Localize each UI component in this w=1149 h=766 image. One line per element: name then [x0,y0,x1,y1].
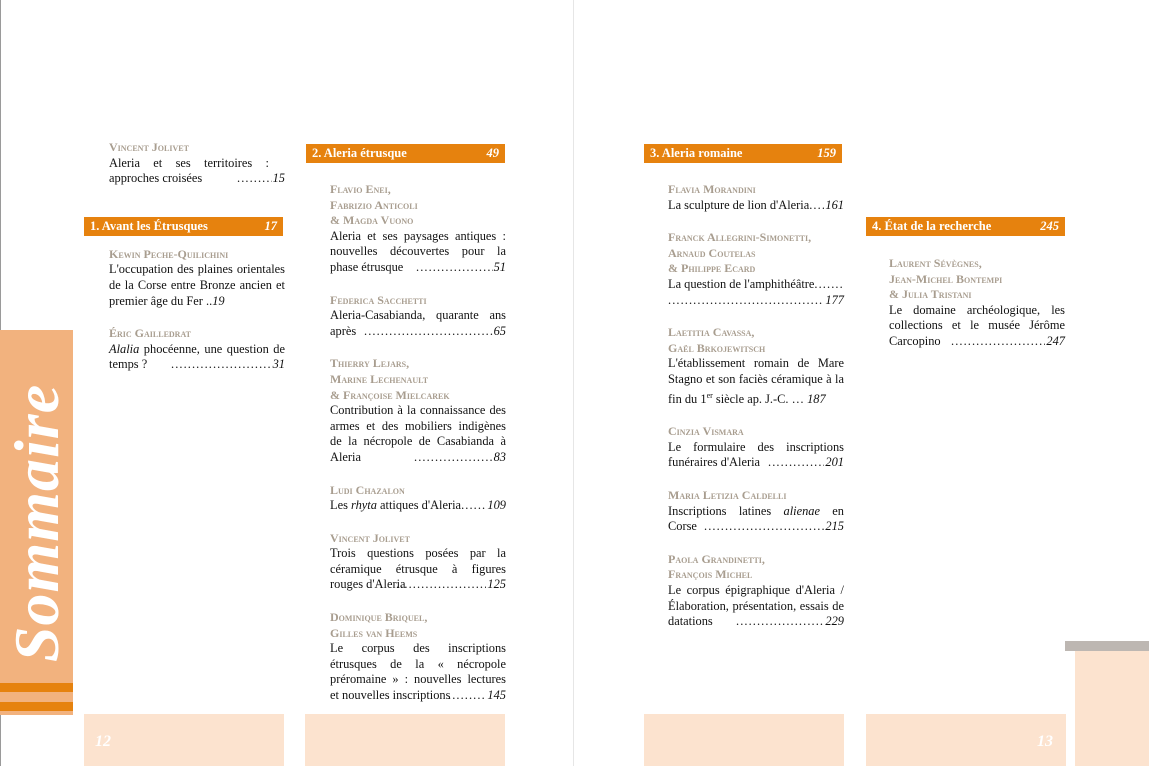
entry-title: Aleria et ses paysages antiques : nouvelles découvertes pour la phase étrusque [330,228,506,274]
toc-entry[interactable] [109,326,285,373]
entry-title: Aleria-Casabianda, quarante ans après [330,308,506,338]
entry-title: Le corpus des inscriptions étrusques de la « nécropole préromaine » : nouvelles lectures et nouvelles inscriptions [330,641,506,703]
entry-page: 187 [807,391,826,406]
entry-author: Kewin Peche-Quilichini [109,246,229,261]
toc-entry[interactable] [330,182,506,276]
tab-stripe [0,683,73,692]
entry-leader [668,293,844,309]
entry-title-italic: Alalia [109,341,140,356]
toc-entry[interactable] [109,140,285,187]
entry-author: Gilles van Heems [330,625,418,640]
section-label: 2. Aleria étrusque [312,146,407,160]
section-label: 1. Avant les Étrusques [90,219,208,233]
entry-author: Dominique Briquel, [330,610,428,625]
footer-box-b [305,714,505,766]
folio-left: 12 [95,733,111,750]
entry-author: & Françoise Mielcarek [330,387,450,402]
entry-author: Cinzia Vismara [668,424,744,439]
entry-title-text: Les [330,498,351,513]
entry-title [668,198,844,214]
entry-title-text: Aleria et ses territoires : approches croisées [109,155,269,186]
tab-stripe [0,702,73,711]
decor-bar [1065,641,1149,651]
toc-entry[interactable] [668,488,844,535]
entry-title: Trois questions posées par la céramique étrusque à figures rouges d'Aleria [330,546,506,592]
footer-box-c [644,714,844,766]
section-page: 49 [486,146,499,160]
entry-page: 229 [825,614,844,629]
entry-title-text: attiques d'Aleria [376,498,462,513]
entry-title: L'occupation des plaines orientales de la Corse entre Bronze ancien et premier âge du Fer ..19 [109,262,285,308]
entry-title: Le domaine archéologique, les collections et le musée Jérôme Carcopino [889,302,1065,348]
entry-author: Flavia Morandini [668,182,756,196]
entry-title-text: La sculpture de lion d'Aleria [668,197,810,212]
toc-entry[interactable] [330,293,506,340]
toc-entry[interactable] [668,230,844,308]
entry-page: 19 [212,293,225,308]
entry-title [330,498,506,514]
entry-author: Laetitia Cavassa, [668,325,755,340]
sommaire-label: Sommaire [0,383,72,662]
toc-entry[interactable] [668,424,844,471]
entry-page: 65 [493,323,506,338]
footer-box-a [84,714,284,766]
entry-page: 247 [1046,333,1065,348]
toc-entry[interactable] [330,531,506,593]
entry-page: 83 [493,449,506,464]
entry-title: Le formulaire des inscriptions funéraires d'Aleria [668,439,844,470]
entry-author: Fabrizio Anticoli [330,197,418,212]
toc-column-a [109,140,285,390]
section-page: 245 [1040,219,1059,233]
entry-author: Jean-Michel Bontempi [889,271,1003,286]
section-bar-3[interactable] [644,144,842,163]
entry-author: & Julia Tristani [889,287,972,302]
entry-page: 15 [272,171,285,186]
entry-title: Inscriptions latines alienae en Corse [668,503,845,534]
entry-title-text: La question de l'amphithéâtre [668,276,815,291]
entry-author: Arnaud Coutelas [668,245,756,260]
entry-author: Maria Letizia Caldelli [668,488,787,503]
toc-entry[interactable] [668,325,844,407]
entry-author: Laurent Sévègnes, [889,256,982,270]
entry-author: Franck Allegrini-Simonetti, [668,230,812,245]
entry-page: 161 [825,197,844,212]
section-label: 4. État de la recherche [872,219,992,233]
folio-right: 13 [1037,733,1053,750]
entry-author: Flavio Enei, [330,182,391,196]
entry-page: 31 [272,357,285,372]
entry-author: Thierry Lejars, [330,356,410,371]
entry-page: 125 [487,577,506,592]
toc-entry[interactable] [668,182,844,213]
toc-entry[interactable] [330,483,506,514]
toc-entry[interactable] [889,256,1065,350]
entry-page: 145 [487,688,506,703]
section-page: 17 [264,219,277,233]
entry-title-italic: alienae [783,503,820,518]
entry-author: Gaël Brkojewitsch [668,340,766,355]
toc-column-b [330,182,506,721]
entry-author: Vincent Jolivet [330,530,410,545]
entry-author: Vincent Jolivet [109,140,189,154]
entry-title: Le corpus épigraphique d'Aleria / Élaboration, présentation, essais de datations [668,583,844,629]
toc-column-d [889,256,1065,367]
entry-author: Marine Lechenault [330,371,429,386]
toc-entry[interactable] [330,356,506,465]
section-label: 3. Aleria romaine [650,146,743,160]
entry-page: 51 [493,259,506,274]
entry-title-text: L'établissement romain de Mare Stagno et son faciès céramique à la fin du [668,356,844,406]
entry-author: Ludi Chazalon [330,482,405,497]
entry-leader [330,324,506,340]
entry-title: L'établissement romain de Mare Stagno et son faciès céramique à la fin du 1er siècle ap. J.-C. … 187 [668,356,844,406]
entry-page: 215 [825,519,844,534]
entry-page: 177 [825,292,844,307]
toc-entry[interactable] [330,610,506,704]
entry-title-text: phocéenne, une question de temps ? [109,341,285,372]
entry-page: 109 [487,498,506,513]
toc-entry[interactable] [668,552,844,630]
entry-title-text: L'occupation des plaines orientales de la Corse entre Bronze ancien et premier âge du Fer [109,262,285,308]
sommaire-tab [0,330,73,715]
section-page: 159 [817,146,836,160]
footer-box-d [866,714,1066,766]
toc-column-c [668,182,844,647]
entry-author: & Magda Vuono [330,213,414,228]
entry-page: 201 [825,455,844,470]
entry-author: Paola Grandinetti, [668,551,765,566]
section-bar-2[interactable] [306,144,505,163]
entry-title-italic: rhyta [351,498,377,513]
decor-block [1075,651,1149,766]
entry-title [668,277,844,293]
entry-author: Éric Gailledrat [109,326,191,341]
toc-entry[interactable] [109,247,285,309]
entry-title: Contribution à la connaissance des armes et des mobiliers indigènes de la nécropole de Casabianda à Aleria [330,403,506,464]
entry-author: & Philippe Ecard [668,261,756,276]
entry-author: François Michel [668,567,753,582]
leader-dots [237,171,272,187]
entry-author: Federica Sacchetti [330,292,427,307]
section-bar-4[interactable] [866,217,1065,236]
gutter [573,0,574,766]
